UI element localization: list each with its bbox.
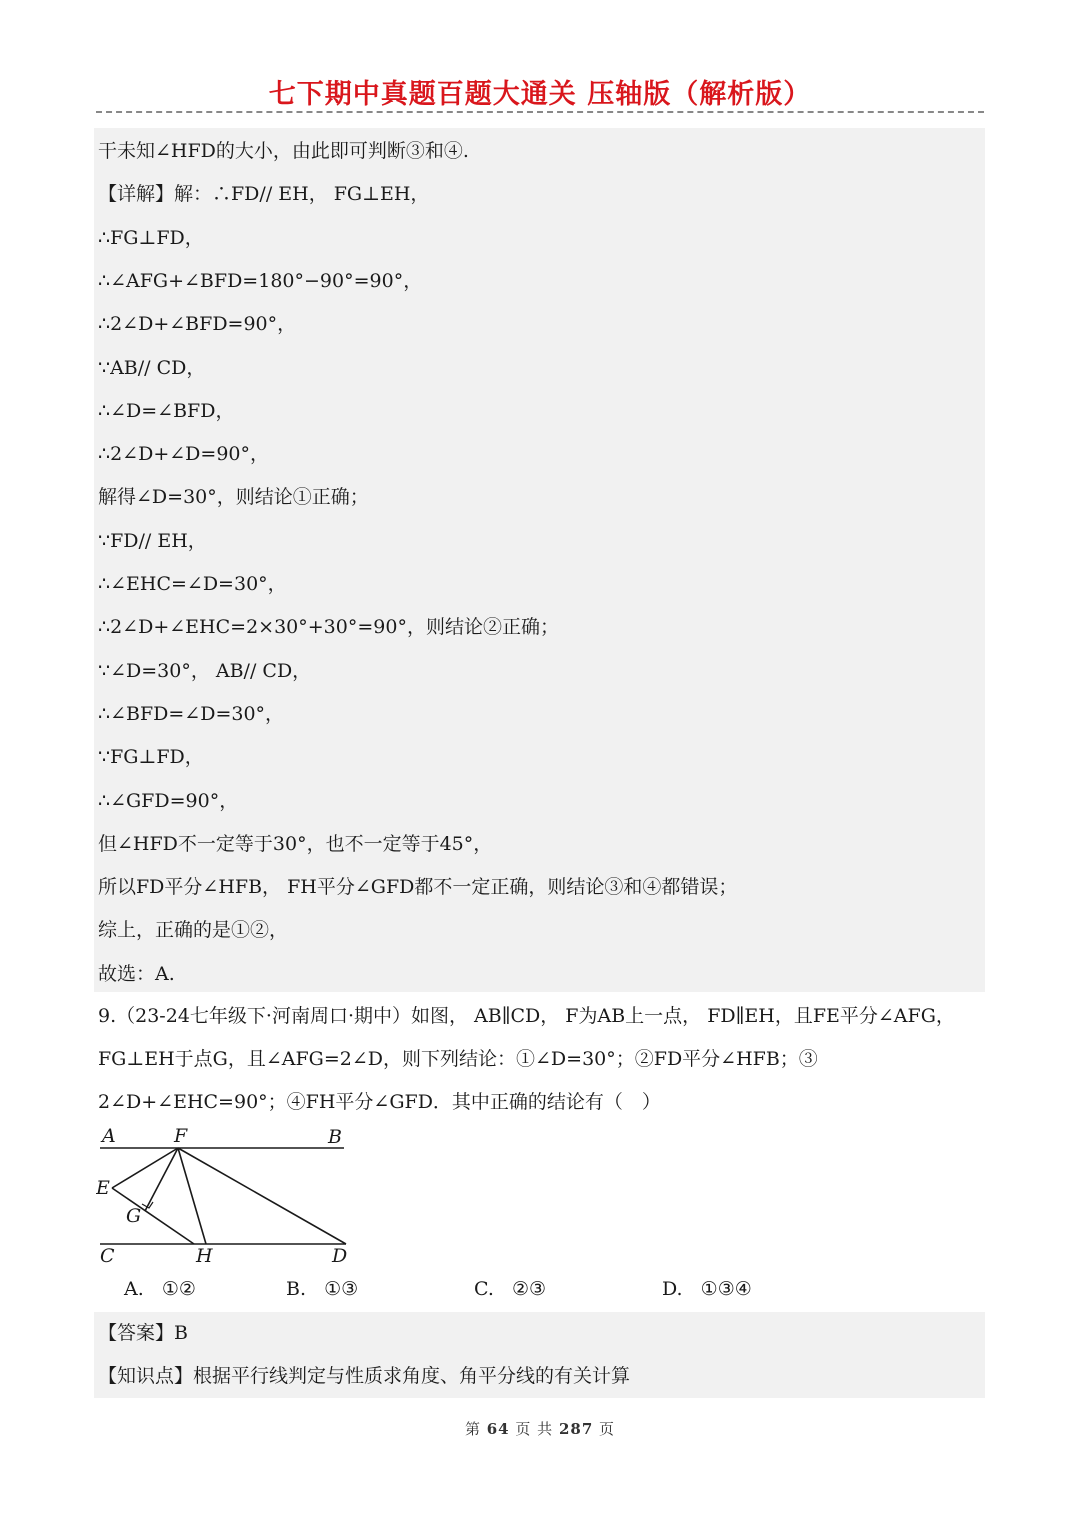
option-d-text: ①③④ bbox=[700, 1278, 752, 1300]
solution-line: 综上，正确的是①②， bbox=[98, 919, 289, 942]
label-e: E bbox=[96, 1177, 110, 1199]
option-c-text: ②③ bbox=[511, 1278, 547, 1300]
option-c-letter: C. bbox=[474, 1278, 494, 1300]
option-a bbox=[124, 1278, 196, 1300]
solution-line: ∴∠AFG+∠BFD=180°−90°=90°， bbox=[98, 269, 423, 292]
segment-fd bbox=[178, 1148, 346, 1244]
label-g: G bbox=[126, 1205, 142, 1227]
answer-line: 【答案】B bbox=[98, 1322, 188, 1344]
option-d-letter: D. bbox=[662, 1278, 683, 1300]
option-d bbox=[662, 1278, 752, 1300]
solution-line: ∴FG⊥FD， bbox=[98, 226, 204, 249]
footer-suffix: 页 bbox=[599, 1420, 616, 1438]
question-line: FG⊥EH于点G，且∠AFG=2∠D，则下列结论：①∠D=30°；②FD平分∠HFB；③ bbox=[98, 1048, 818, 1070]
label-h: H bbox=[196, 1245, 213, 1267]
solution-line: ∴∠GFD=90°， bbox=[98, 789, 239, 812]
footer-page-number: 64 bbox=[486, 1420, 510, 1438]
label-d: D bbox=[332, 1245, 348, 1267]
question-line: 2∠D+∠EHC=90°；④FH平分∠GFD．其中正确的结论有（ ） bbox=[98, 1091, 661, 1113]
solution-line: 【详解】解：∴FD// EH， FG⊥EH， bbox=[98, 183, 430, 206]
label-b: B bbox=[328, 1126, 342, 1148]
label-a: A bbox=[102, 1125, 116, 1147]
solution-line: ∴∠BFD=∠D=30°， bbox=[98, 702, 285, 725]
option-b-letter: B. bbox=[286, 1278, 307, 1300]
label-f: F bbox=[174, 1125, 188, 1147]
solution-line: ∴2∠D+∠D=90°， bbox=[98, 443, 270, 466]
solution-line: 干未知∠HFD的大小，由此即可判断③和④. bbox=[98, 140, 469, 162]
solution-line: 故选：A. bbox=[98, 962, 175, 985]
solution-line: 解得∠D=30°，则结论①正确； bbox=[98, 486, 369, 509]
option-a-letter: A. bbox=[124, 1278, 144, 1300]
solution-line: ∴∠EHC=∠D=30°， bbox=[98, 573, 287, 595]
solution-line: 但∠HFD不一定等于30°，也不一定等于45°， bbox=[98, 832, 493, 855]
header-divider bbox=[96, 111, 984, 113]
option-c bbox=[474, 1278, 546, 1300]
footer-middle: 页 共 bbox=[515, 1420, 554, 1438]
question-line: 9.（23-24七年级下·河南周口·期中）如图， AB∥CD， F为AB上一点， FD∥EH，且FE平分∠AFG， bbox=[98, 1005, 955, 1027]
solution-line: ∴2∠D+∠EHC=2×30°+30°=90°，则结论②正确； bbox=[98, 616, 559, 639]
solution-line: ∴2∠D+∠BFD=90°， bbox=[98, 313, 297, 336]
solution-line: ∵∠D=30°， AB// CD， bbox=[98, 659, 312, 682]
geometry-figure bbox=[96, 1124, 358, 1270]
solution-line: 所以FD平分∠HFB， FH平分∠GFD都不一定正确，则结论③和④都错误； bbox=[98, 876, 738, 899]
option-a-text: ①② bbox=[161, 1278, 196, 1300]
solution-block bbox=[94, 128, 985, 992]
solution-line: ∵FD// EH， bbox=[98, 529, 207, 552]
knowledge-line: 【知识点】根据平行线判定与性质求角度、角平分线的有关计算 bbox=[98, 1365, 631, 1387]
option-b bbox=[286, 1278, 358, 1300]
footer-prefix: 第 bbox=[464, 1420, 481, 1438]
footer-total-pages: 287 bbox=[558, 1420, 594, 1438]
option-b-text: ①③ bbox=[324, 1278, 359, 1300]
page-header-title: 七下期中真题百题大通关 压轴版（解析版） bbox=[268, 79, 812, 110]
solution-line: ∵FG⊥FD， bbox=[98, 746, 204, 769]
solution-line: ∵AB// CD， bbox=[98, 356, 206, 379]
page-footer bbox=[0, 1418, 1080, 1439]
solution-line: ∴∠D=∠BFD， bbox=[98, 399, 235, 422]
label-c: C bbox=[100, 1245, 115, 1267]
